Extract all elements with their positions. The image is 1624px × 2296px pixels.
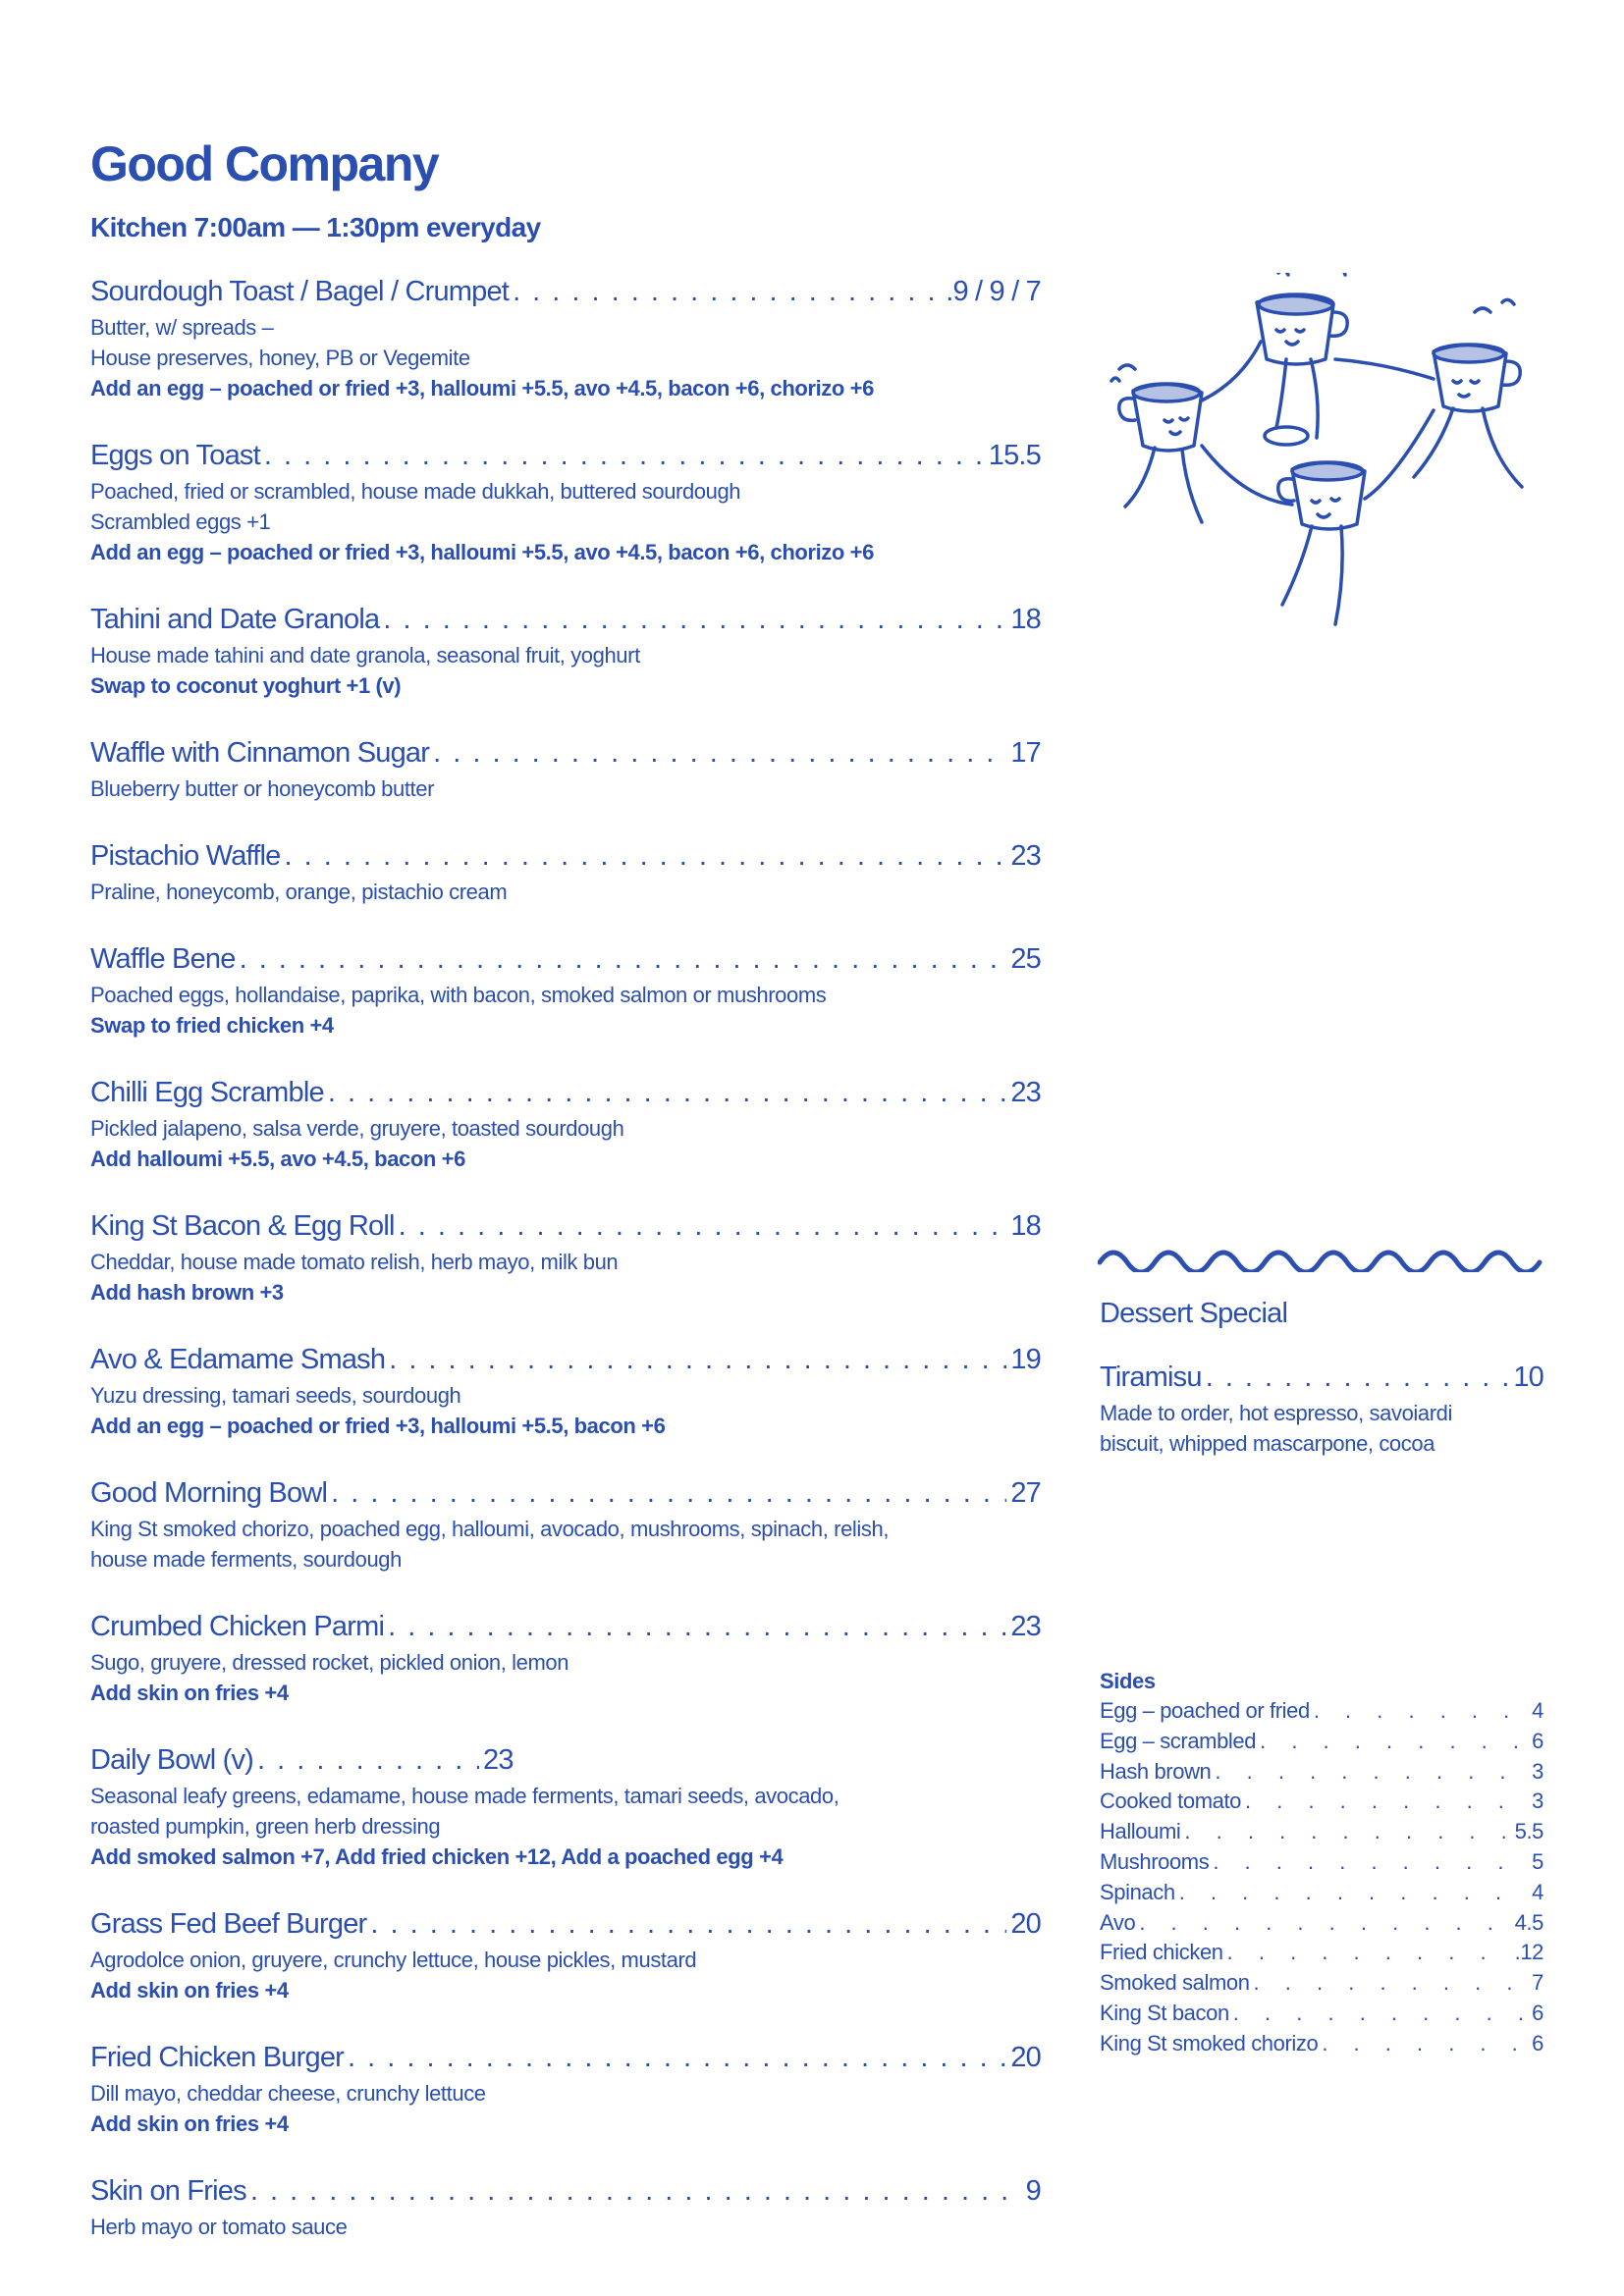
menu-item-addon: Add skin on fries +4 xyxy=(90,2111,289,2136)
leader-dots xyxy=(348,2037,1006,2078)
side-item-name: Egg – poached or fried xyxy=(1100,1698,1310,1723)
menu-item xyxy=(90,1472,1041,1575)
menu-item-price: 18 xyxy=(1010,1210,1041,1242)
leader-dots xyxy=(1213,1847,1528,1878)
menu-item-name: Avo & Edamame Smash xyxy=(90,1344,386,1375)
leader-dots xyxy=(1184,1817,1510,1847)
menu-item-name: Chilli Egg Scramble xyxy=(90,1077,324,1108)
menu-item xyxy=(90,1606,1041,1708)
side-item-name: Halloumi xyxy=(1100,1819,1181,1844)
side-item-name: Spinach xyxy=(1100,1879,1175,1904)
dessert-item xyxy=(1100,1357,1543,1459)
side-item-price: 6 xyxy=(1532,2030,1543,2056)
side-item-price: 3 xyxy=(1532,1789,1543,1814)
side-item xyxy=(1100,1787,1543,1817)
menu-item-addon: Add skin on fries +4 xyxy=(90,1978,289,2002)
side-item xyxy=(1100,1999,1543,2029)
menu-item-price: 25 xyxy=(1010,943,1041,975)
leader-dots xyxy=(399,1205,1007,1247)
menu-item xyxy=(90,1739,1041,1872)
menu-item-description: Blueberry butter or honeycomb butter xyxy=(90,776,435,801)
menu-item-price: 23 xyxy=(1010,1611,1041,1642)
menu-item-description: House made tahini and date granola, seasonal fruit, yoghurt xyxy=(90,643,640,667)
leader-dots xyxy=(1139,1908,1510,1939)
leader-dots xyxy=(1322,2029,1528,2059)
leader-dots xyxy=(513,271,942,312)
menu-item-price: 19 xyxy=(1010,1344,1041,1375)
leader-dots xyxy=(1227,1938,1511,1968)
menu-item-addon: Swap to fried chicken +4 xyxy=(90,1013,334,1038)
menu-item-description: house made ferments, sourdough xyxy=(90,1547,402,1572)
menu-item-name: Tahini and Date Granola xyxy=(90,604,380,635)
menu-item xyxy=(90,2170,1041,2242)
menu-item xyxy=(90,1072,1041,1174)
menu-item-description: Poached eggs, hollandaise, paprika, with bacon, smoked salmon or mushrooms xyxy=(90,983,827,1007)
side-item-name: Fried chicken xyxy=(1100,1940,1223,1965)
menu-list xyxy=(90,271,1041,2273)
menu-item-price: 27 xyxy=(1010,1477,1041,1509)
side-item-price: 7 xyxy=(1532,1970,1543,1996)
leader-dots xyxy=(370,1903,1006,1945)
menu-item-price: 20 xyxy=(1010,1908,1041,1940)
side-item-price: 6 xyxy=(1532,1728,1543,1753)
side-item xyxy=(1100,2029,1543,2059)
leader-dots xyxy=(285,835,1007,877)
leader-dots xyxy=(389,1339,1006,1380)
menu-item-description: Poached, fried or scrambled, house made dukkah, buttered sourdough xyxy=(90,479,741,504)
dessert-desc-line-2: biscuit, whipped mascarpone, cocoa xyxy=(1100,1431,1435,1456)
menu-item xyxy=(90,835,1041,907)
menu-item-addon: Swap to coconut yoghurt +1 (v) xyxy=(90,673,402,698)
side-item-price: 4 xyxy=(1532,1698,1543,1723)
menu-item-description: Cheddar, house made tomato relish, herb mayo, milk bun xyxy=(90,1250,619,1274)
side-item-price: 6 xyxy=(1532,2000,1543,2025)
menu-item xyxy=(90,599,1041,701)
menu-item-price: 18 xyxy=(1010,604,1041,635)
menu-item-description: Pickled jalapeno, salsa verde, gruyere, toasted sourdough xyxy=(90,1116,624,1141)
sides-list xyxy=(1100,1666,1543,2059)
dancing-cups-illustration-icon xyxy=(1110,273,1542,646)
menu-item-description: Herb mayo or tomato sauce xyxy=(90,2215,348,2239)
side-item xyxy=(1100,1696,1543,1727)
menu-item-description: Yuzu dressing, tamari seeds, sourdough xyxy=(90,1383,461,1408)
leader-dots xyxy=(1215,1757,1528,1788)
leader-dots xyxy=(264,435,985,476)
side-item xyxy=(1100,1938,1543,1968)
menu-item-name: Pistachio Waffle xyxy=(90,840,281,872)
menu-item-price: 23 xyxy=(1010,840,1041,872)
sides-heading: Sides xyxy=(1100,1669,1156,1693)
side-item-name: Cooked tomato xyxy=(1100,1789,1241,1814)
side-item-name: Mushrooms xyxy=(1100,1848,1210,1874)
leader-dots xyxy=(388,1606,1006,1647)
side-item-name: Smoked salmon xyxy=(1100,1970,1250,1996)
menu-item-description: King St smoked chorizo, poached egg, halloumi, avocado, mushrooms, spinach, relish, xyxy=(90,1517,890,1541)
menu-item-name: Crumbed Chicken Parmi xyxy=(90,1611,385,1642)
side-item-name: King St bacon xyxy=(1100,2000,1229,2025)
side-item-price: 3 xyxy=(1532,1758,1543,1784)
menu-item-name: Grass Fed Beef Burger xyxy=(90,1908,367,1940)
menu-item-price: 23 xyxy=(1010,1077,1041,1108)
leader-dots xyxy=(1233,1999,1528,2029)
side-item xyxy=(1100,1817,1543,1847)
side-item xyxy=(1100,1908,1543,1939)
menu-item-addon: Add an egg – poached or fried +3, halloumi +5.5, bacon +6 xyxy=(90,1414,666,1438)
menu-item-addon: Add halloumi +5.5, avo +4.5, bacon +6 xyxy=(90,1147,465,1171)
menu-item-description: House preserves, honey, PB or Vegemite xyxy=(90,346,470,370)
wave-divider-icon xyxy=(1098,1239,1543,1272)
leader-dots xyxy=(383,599,1006,640)
menu-item-name: Waffle Bene xyxy=(90,943,236,975)
menu-item-price: 20 xyxy=(1010,2042,1041,2073)
menu-item-description: Agrodolce onion, gruyere, crunchy lettuce, house pickles, mustard xyxy=(90,1948,697,1972)
dessert-desc-line-1: Made to order, hot espresso, savoiardi xyxy=(1100,1401,1453,1425)
leader-dots xyxy=(1260,1727,1528,1757)
menu-item xyxy=(90,1903,1041,2005)
side-item-price: .12 xyxy=(1514,1940,1543,1965)
menu-item xyxy=(90,435,1041,567)
side-item-name: Hash brown xyxy=(1100,1758,1212,1784)
page-title: Good Company xyxy=(90,136,439,191)
leader-dots xyxy=(240,938,1007,980)
menu-item-price: 15.5 xyxy=(988,440,1041,471)
menu-item-price: 17 xyxy=(1010,737,1041,769)
menu-item-description: Dill mayo, cheddar cheese, crunchy lettuce xyxy=(90,2081,486,2106)
menu-item-addon: Add an egg – poached or fried +3, halloumi +5.5, avo +4.5, bacon +6, chorizo +6 xyxy=(90,376,874,400)
menu-item xyxy=(90,732,1041,804)
leader-dots xyxy=(328,1072,1006,1113)
menu-item-name: Sourdough Toast / Bagel / Crumpet xyxy=(90,276,510,307)
menu-item-description: Scrambled eggs +1 xyxy=(90,509,271,534)
menu-item-name: Daily Bowl (v) xyxy=(90,1744,254,1776)
dessert-price: 10 xyxy=(1513,1362,1543,1393)
side-item xyxy=(1100,1847,1543,1878)
menu-item-description: Butter, w/ spreads – xyxy=(90,315,274,340)
leader-dots xyxy=(1254,1968,1529,1999)
leader-dots xyxy=(1206,1357,1510,1398)
menu-item-name: Fried Chicken Burger xyxy=(90,2042,344,2073)
side-item-price: 4 xyxy=(1532,1879,1543,1904)
menu-item-description: Praline, honeycomb, orange, pistachio cream xyxy=(90,880,508,904)
menu-item xyxy=(90,271,1041,403)
leader-dots xyxy=(1314,1696,1528,1727)
menu-item-name: King St Bacon & Egg Roll xyxy=(90,1210,395,1242)
side-item xyxy=(1100,1757,1543,1788)
leader-dots xyxy=(331,1472,1006,1514)
menu-item-name: Eggs on Toast xyxy=(90,440,260,471)
menu-item-name: Waffle with Cinnamon Sugar xyxy=(90,737,430,769)
leader-dots xyxy=(250,2170,1022,2212)
menu-item-description: roasted pumpkin, green herb dressing xyxy=(90,1814,441,1839)
side-item-name: King St smoked chorizo xyxy=(1100,2030,1319,2056)
side-item xyxy=(1100,1727,1543,1757)
menu-item xyxy=(90,938,1041,1041)
menu-item xyxy=(90,1339,1041,1441)
menu-item xyxy=(90,2037,1041,2139)
menu-item xyxy=(90,1205,1041,1308)
menu-item-name: Good Morning Bowl xyxy=(90,1477,328,1509)
side-item xyxy=(1100,1878,1543,1908)
dessert-heading: Dessert Special xyxy=(1100,1298,1288,1329)
leader-dots xyxy=(1245,1787,1528,1817)
menu-item-price: 23 xyxy=(483,1744,514,1776)
menu-item-description: Sugo, gruyere, dressed rocket, pickled onion, lemon xyxy=(90,1650,569,1675)
side-item xyxy=(1100,1968,1543,1999)
menu-item-description: Seasonal leafy greens, edamame, house made ferments, tamari seeds, avocado, xyxy=(90,1784,839,1808)
leader-dots xyxy=(1179,1878,1528,1908)
side-item-name: Egg – scrambled xyxy=(1100,1728,1257,1753)
menu-item-addon: Add hash brown +3 xyxy=(90,1280,284,1305)
menu-item-addon: Add smoked salmon +7, Add fried chicken +12, Add a poached egg +4 xyxy=(90,1844,784,1869)
menu-item-price: .9 / 9 / 7 xyxy=(946,276,1041,307)
dessert-name: Tiramisu xyxy=(1100,1362,1202,1393)
menu-item-name: Skin on Fries xyxy=(90,2175,246,2207)
menu-item-addon: Add an egg – poached or fried +3, halloumi +5.5, avo +4.5, bacon +6, chorizo +6 xyxy=(90,540,874,564)
leader-dots xyxy=(433,732,1006,774)
side-item-price: 4.5 xyxy=(1514,1909,1543,1935)
kitchen-hours: Kitchen 7:00am — 1:30pm everyday xyxy=(90,212,541,242)
menu-item-price: 9 xyxy=(1025,2175,1041,2207)
side-item-price: 5 xyxy=(1532,1848,1543,1874)
side-item-name: Avo xyxy=(1100,1909,1136,1935)
leader-dots xyxy=(257,1739,479,1781)
menu-item-addon: Add skin on fries +4 xyxy=(90,1681,289,1705)
side-item-price: 5.5 xyxy=(1514,1819,1543,1844)
